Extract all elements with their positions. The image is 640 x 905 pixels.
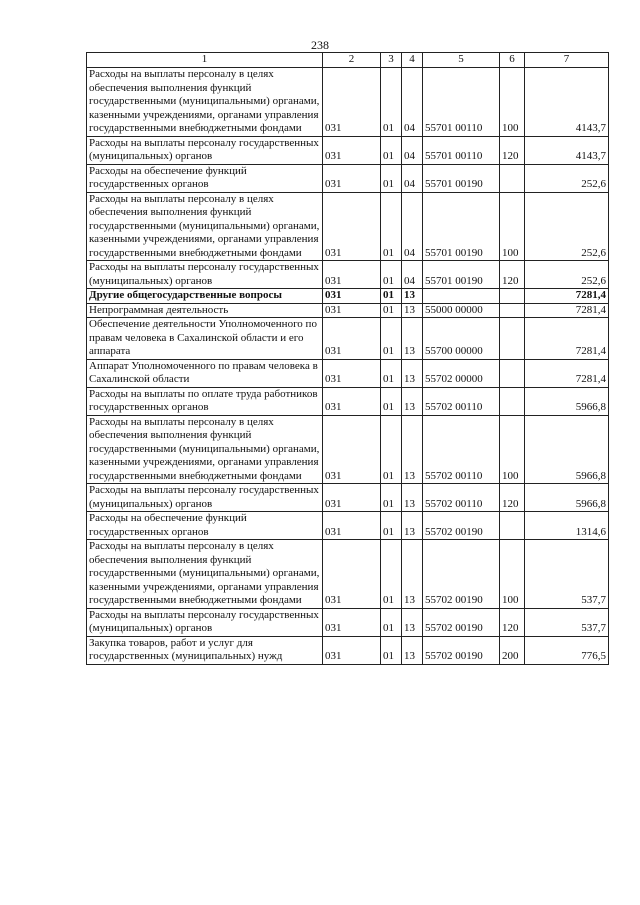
row-name-cell: Расходы на выплаты персоналу государственных (муниципальных) органов (87, 484, 323, 512)
section-cell: 01 (381, 512, 402, 540)
row-name-cell: Расходы на выплаты персоналу государственных (муниципальных) органов (87, 608, 323, 636)
expense-type-cell (500, 303, 525, 318)
expense-type-cell (500, 512, 525, 540)
table-row (87, 318, 609, 360)
admin-code-cell: 031 (323, 68, 381, 137)
target-article-cell: 55701 00190 (423, 192, 500, 261)
expense-type-cell: 100 (500, 415, 525, 484)
amount-cell: 5966,8 (525, 484, 609, 512)
expense-type-cell: 100 (500, 192, 525, 261)
section-cell: 01 (381, 164, 402, 192)
amount-cell: 537,7 (525, 540, 609, 609)
row-name-cell: Расходы на обеспечение функций государственных органов (87, 164, 323, 192)
table-row (87, 415, 609, 484)
subsection-cell: 13 (402, 318, 423, 360)
amount-cell: 4143,7 (525, 68, 609, 137)
row-name-cell: Расходы на выплаты персоналу государственных (муниципальных) органов (87, 136, 323, 164)
table-row (87, 512, 609, 540)
table-row (87, 387, 609, 415)
section-cell: 01 (381, 415, 402, 484)
admin-code-cell: 031 (323, 540, 381, 609)
target-article-cell: 55702 00110 (423, 484, 500, 512)
section-cell: 01 (381, 303, 402, 318)
row-name-cell: Непрограммная деятельность (87, 303, 323, 318)
section-cell: 01 (381, 261, 402, 289)
row-name-cell: Расходы на выплаты персоналу в целях обеспечения выполнения функций государственными (муниципальными) органами, казенными учреждениями, органами управления государственными внебюджетными фондами (87, 540, 323, 609)
expense-type-cell: 120 (500, 261, 525, 289)
row-name-cell: Закупка товаров, работ и услуг для государственных (муниципальных) нужд (87, 636, 323, 664)
subsection-cell: 13 (402, 512, 423, 540)
admin-code-cell: 031 (323, 608, 381, 636)
subsection-cell: 04 (402, 136, 423, 164)
expense-type-cell (500, 164, 525, 192)
target-article-cell: 55702 00190 (423, 608, 500, 636)
table-row (87, 608, 609, 636)
expense-type-cell: 200 (500, 636, 525, 664)
amount-cell: 252,6 (525, 164, 609, 192)
amount-cell: 4143,7 (525, 136, 609, 164)
target-article-cell: 55000 00000 (423, 303, 500, 318)
amount-cell: 7281,4 (525, 359, 609, 387)
section-cell: 01 (381, 136, 402, 164)
expense-type-cell (500, 359, 525, 387)
subsection-cell: 13 (402, 387, 423, 415)
subsection-cell: 13 (402, 540, 423, 609)
expense-type-cell: 120 (500, 136, 525, 164)
table-row (87, 484, 609, 512)
admin-code-cell: 031 (323, 261, 381, 289)
column-header: 6 (500, 53, 525, 68)
target-article-cell: 55700 00000 (423, 318, 500, 360)
expense-type-cell: 100 (500, 68, 525, 137)
section-cell: 01 (381, 484, 402, 512)
row-name-cell: Расходы на выплаты персоналу в целях обеспечения выполнения функций государственными (муниципальными) органами, казенными учреждениями, органами управления государственными внебюджетными фондами (87, 415, 323, 484)
column-header: 2 (323, 53, 381, 68)
admin-code-cell: 031 (323, 359, 381, 387)
admin-code-cell: 031 (323, 484, 381, 512)
column-header: 4 (402, 53, 423, 68)
subsection-cell: 04 (402, 261, 423, 289)
target-article-cell: 55702 00190 (423, 636, 500, 664)
target-article-cell: 55701 00190 (423, 164, 500, 192)
section-cell: 01 (381, 289, 402, 304)
amount-cell: 7281,4 (525, 303, 609, 318)
amount-cell: 7281,4 (525, 289, 609, 304)
column-header: 5 (423, 53, 500, 68)
page-number: 238 (311, 38, 329, 52)
target-article-cell: 55702 00110 (423, 387, 500, 415)
section-cell: 01 (381, 318, 402, 360)
row-name-cell: Расходы на выплаты персоналу государственных (муниципальных) органов (87, 261, 323, 289)
admin-code-cell: 031 (323, 289, 381, 304)
row-name-cell: Другие общегосударственные вопросы (87, 289, 323, 304)
amount-cell: 537,7 (525, 608, 609, 636)
subsection-cell: 04 (402, 164, 423, 192)
subsection-cell: 13 (402, 415, 423, 484)
target-article-cell: 55702 00190 (423, 540, 500, 609)
target-article-cell: 55701 00190 (423, 261, 500, 289)
column-header: 3 (381, 53, 402, 68)
admin-code-cell: 031 (323, 192, 381, 261)
section-cell: 01 (381, 192, 402, 261)
budget-table (86, 52, 609, 665)
admin-code-cell: 031 (323, 415, 381, 484)
column-header: 7 (525, 53, 609, 68)
expense-type-cell (500, 318, 525, 360)
target-article-cell: 55702 00110 (423, 415, 500, 484)
amount-cell: 252,6 (525, 261, 609, 289)
table-row (87, 261, 609, 289)
table-row (87, 192, 609, 261)
subsection-cell: 13 (402, 359, 423, 387)
target-article-cell: 55701 00110 (423, 136, 500, 164)
table-row (87, 636, 609, 664)
row-name-cell: Расходы на выплаты персоналу в целях обеспечения выполнения функций государственными (муниципальными) органами, казенными учреждениями, органами управления государственными внебюджетными фондами (87, 68, 323, 137)
subsection-cell: 13 (402, 608, 423, 636)
row-name-cell: Расходы на обеспечение функций государственных органов (87, 512, 323, 540)
expense-type-cell: 120 (500, 484, 525, 512)
table-row (87, 136, 609, 164)
table-row (87, 359, 609, 387)
subsection-cell: 04 (402, 68, 423, 137)
admin-code-cell: 031 (323, 512, 381, 540)
expense-type-cell: 120 (500, 608, 525, 636)
subsection-cell: 13 (402, 484, 423, 512)
expense-type-cell (500, 387, 525, 415)
expense-type-cell (500, 289, 525, 304)
section-cell: 01 (381, 387, 402, 415)
amount-cell: 252,6 (525, 192, 609, 261)
section-cell: 01 (381, 636, 402, 664)
target-article-cell: 55702 00190 (423, 512, 500, 540)
subsection-cell: 13 (402, 636, 423, 664)
column-header: 1 (87, 53, 323, 68)
header-row (87, 53, 609, 68)
target-article-cell: 55702 00000 (423, 359, 500, 387)
expense-type-cell: 100 (500, 540, 525, 609)
subsection-cell: 04 (402, 192, 423, 261)
admin-code-cell: 031 (323, 387, 381, 415)
target-article-cell (423, 289, 500, 304)
target-article-cell: 55701 00110 (423, 68, 500, 137)
amount-cell: 1314,6 (525, 512, 609, 540)
amount-cell: 7281,4 (525, 318, 609, 360)
row-name-cell: Расходы на выплаты персоналу в целях обеспечения выполнения функций государственными (муниципальными) органами, казенными учреждениями, органами управления государственными внебюджетными фондами (87, 192, 323, 261)
admin-code-cell: 031 (323, 136, 381, 164)
subsection-cell: 13 (402, 289, 423, 304)
section-cell: 01 (381, 540, 402, 609)
table-row (87, 289, 609, 304)
section-cell: 01 (381, 608, 402, 636)
row-name-cell: Аппарат Уполномоченного по правам человека в Сахалинской области (87, 359, 323, 387)
amount-cell: 776,5 (525, 636, 609, 664)
amount-cell: 5966,8 (525, 415, 609, 484)
table-row (87, 164, 609, 192)
section-cell: 01 (381, 359, 402, 387)
row-name-cell: Обеспечение деятельности Уполномоченного по правам человека в Сахалинской области и его аппарата (87, 318, 323, 360)
table-row (87, 68, 609, 137)
row-name-cell: Расходы на выплаты по оплате труда работников государственных органов (87, 387, 323, 415)
amount-cell: 5966,8 (525, 387, 609, 415)
admin-code-cell: 031 (323, 636, 381, 664)
admin-code-cell: 031 (323, 303, 381, 318)
admin-code-cell: 031 (323, 318, 381, 360)
section-cell: 01 (381, 68, 402, 137)
table-row (87, 303, 609, 318)
subsection-cell: 13 (402, 303, 423, 318)
table-row (87, 540, 609, 609)
admin-code-cell: 031 (323, 164, 381, 192)
